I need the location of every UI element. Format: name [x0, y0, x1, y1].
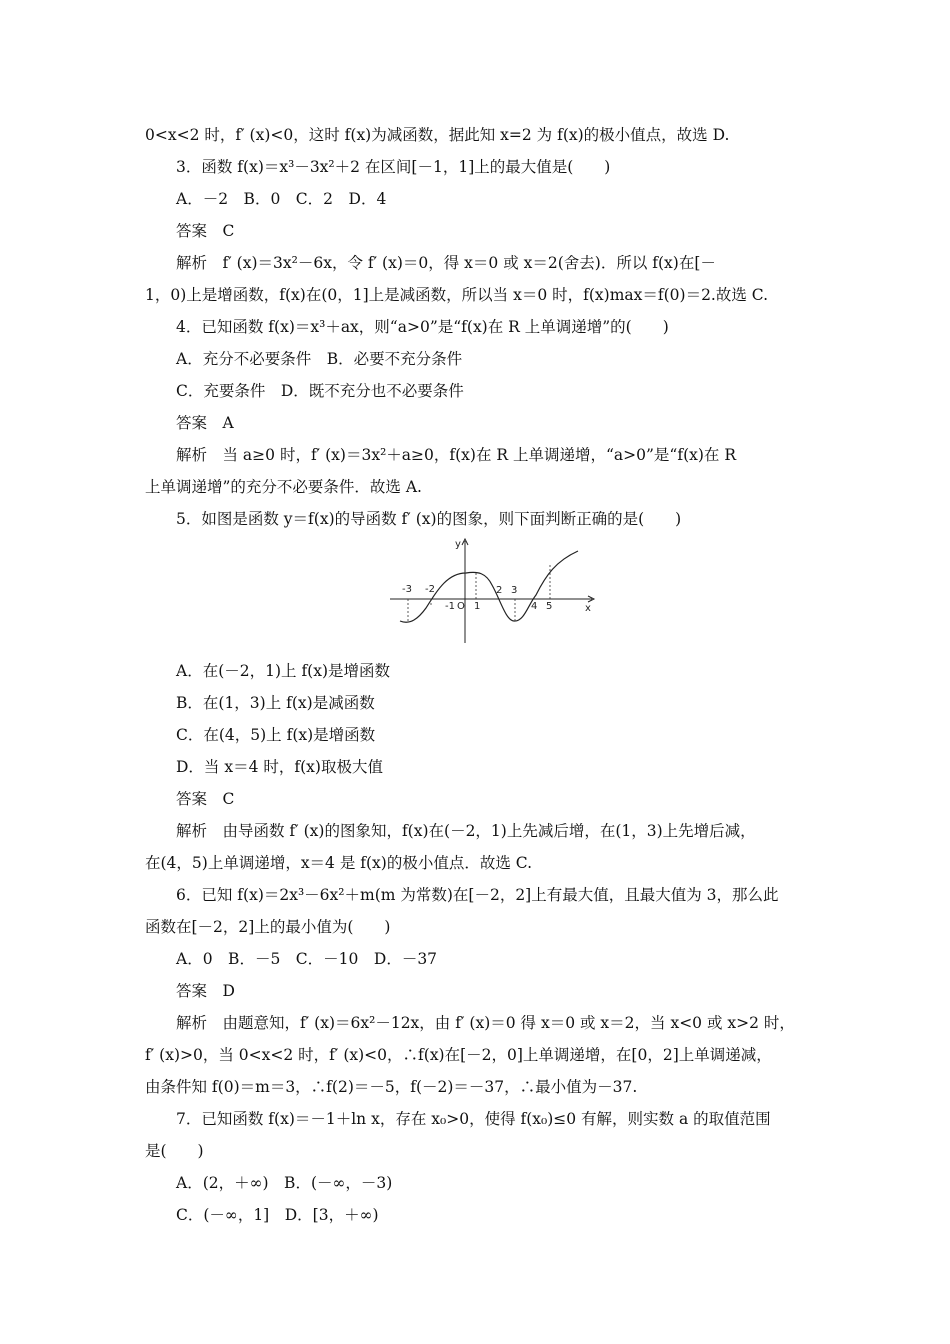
question-3: 3．函数 f(x)＝x³－3x²＋2 在区间[－1，1]上的最大值是( ) [176, 158, 611, 176]
options-7-cd: C．(－∞，1] D．[3，＋∞) [176, 1206, 379, 1224]
question-5: 5．如图是函数 y＝f(x)的导函数 f′ (x)的图象，则下面判断正确的是( ) [176, 510, 682, 528]
answer-6: 答案 D [176, 982, 235, 1000]
answer-3: 答案 C [176, 222, 235, 240]
options-4-cd: C．充要条件 D．既不充分也不必要条件 [176, 382, 464, 400]
analysis-6: 解析 由题意知，f′ (x)＝6x²－12x，由 f′ (x)＝0 得 x＝0 或 x＝2，当 x<0 或 x>2 时， [176, 1014, 795, 1032]
x-axis-label: x [585, 603, 591, 614]
text-line: 在(4，5)上单调递增，x＝4 是 f(x)的极小值点．故选 C. [145, 854, 533, 872]
options-7-ab: A．(2，＋∞) B．(－∞，－3) [176, 1174, 393, 1192]
tick-label: -1 [445, 601, 455, 612]
options-3: A．－2 B．0 C．2 D．4 [176, 190, 387, 208]
question-6: 6．已知 f(x)＝2x³－6x²＋m(m 为常数)在[－2，2]上有最大值，且最大值为 3，那么此 [176, 886, 779, 904]
tick-label: -3 [402, 584, 412, 595]
question-4: 4．已知函数 f(x)＝x³＋ax，则“a>0”是“f(x)在 R 上单调递增”的( ) [176, 318, 669, 336]
analysis-5: 解析 由导函数 f′ (x)的图象知，f(x)在(－2，1)上先减后增，在(1，3)上先增后减， [176, 822, 756, 840]
tick-label: 1 [474, 601, 481, 612]
text-line: 1，0)上是增函数，f(x)在(0，1]上是减函数，所以当 x＝0 时，f(x)max＝f(0)＝2.故选 C. [145, 286, 769, 304]
text-line: 上单调递增”的充分不必要条件．故选 A. [145, 478, 422, 496]
answer-4: 答案 A [176, 414, 234, 432]
question-7: 7．已知函数 f(x)＝－1＋ln x，存在 x₀>0，使得 f(x₀)≤0 有解，则实数 a 的取值范围 [176, 1110, 771, 1128]
text-line: 函数在[－2，2]上的最小值为( ) [145, 918, 391, 936]
text-line: 由条件知 f(0)＝m＝3，∴f(2)＝－5，f(－2)＝－37，∴最小值为－37. [145, 1078, 638, 1096]
answer-5: 答案 C [176, 790, 235, 808]
tick-label: 3 [511, 585, 518, 596]
text-line: 0<x<2 时，f′ (x)<0，这时 f(x)为减函数，据此知 x=2 为 f(x)的极小值点，故选 D. [145, 126, 730, 144]
text-line: 是( ) [145, 1142, 204, 1160]
options-6: A．0 B．－5 C．－10 D．－37 [176, 950, 438, 968]
tick-label: -2 [425, 584, 435, 595]
options-4-ab: A．充分不必要条件 B．必要不充分条件 [176, 350, 463, 368]
option-5a: A．在(－2，1)上 f(x)是增函数 [176, 662, 391, 680]
tick-label: 5 [546, 601, 553, 612]
analysis-3: 解析 f′ (x)＝3x²－6x，令 f′ (x)＝0，得 x＝0 或 x＝2(舍去)．所以 f(x)在[－ [176, 254, 716, 272]
origin-label: O [457, 601, 465, 612]
option-5b: B．在(1，3)上 f(x)是减函数 [176, 694, 375, 712]
tick-label: 4 [531, 601, 538, 612]
y-axis-label: y [455, 539, 461, 550]
analysis-4: 解析 当 a≥0 时，f′ (x)＝3x²＋a≥0，f(x)在 R 上单调递增，“a>0”是“f(x)在 R [176, 446, 736, 464]
text-line: f′ (x)>0，当 0<x<2 时，f′ (x)<0，∴f(x)在[－2，0]上单调递增，在[0，2]上单调递减， [145, 1046, 772, 1064]
option-5c: C．在(4，5)上 f(x)是增函数 [176, 726, 376, 744]
option-5d: D．当 x＝4 时，f(x)取极大值 [176, 758, 383, 776]
tick-label: 2 [496, 585, 503, 596]
derivative-graph [388, 535, 602, 647]
